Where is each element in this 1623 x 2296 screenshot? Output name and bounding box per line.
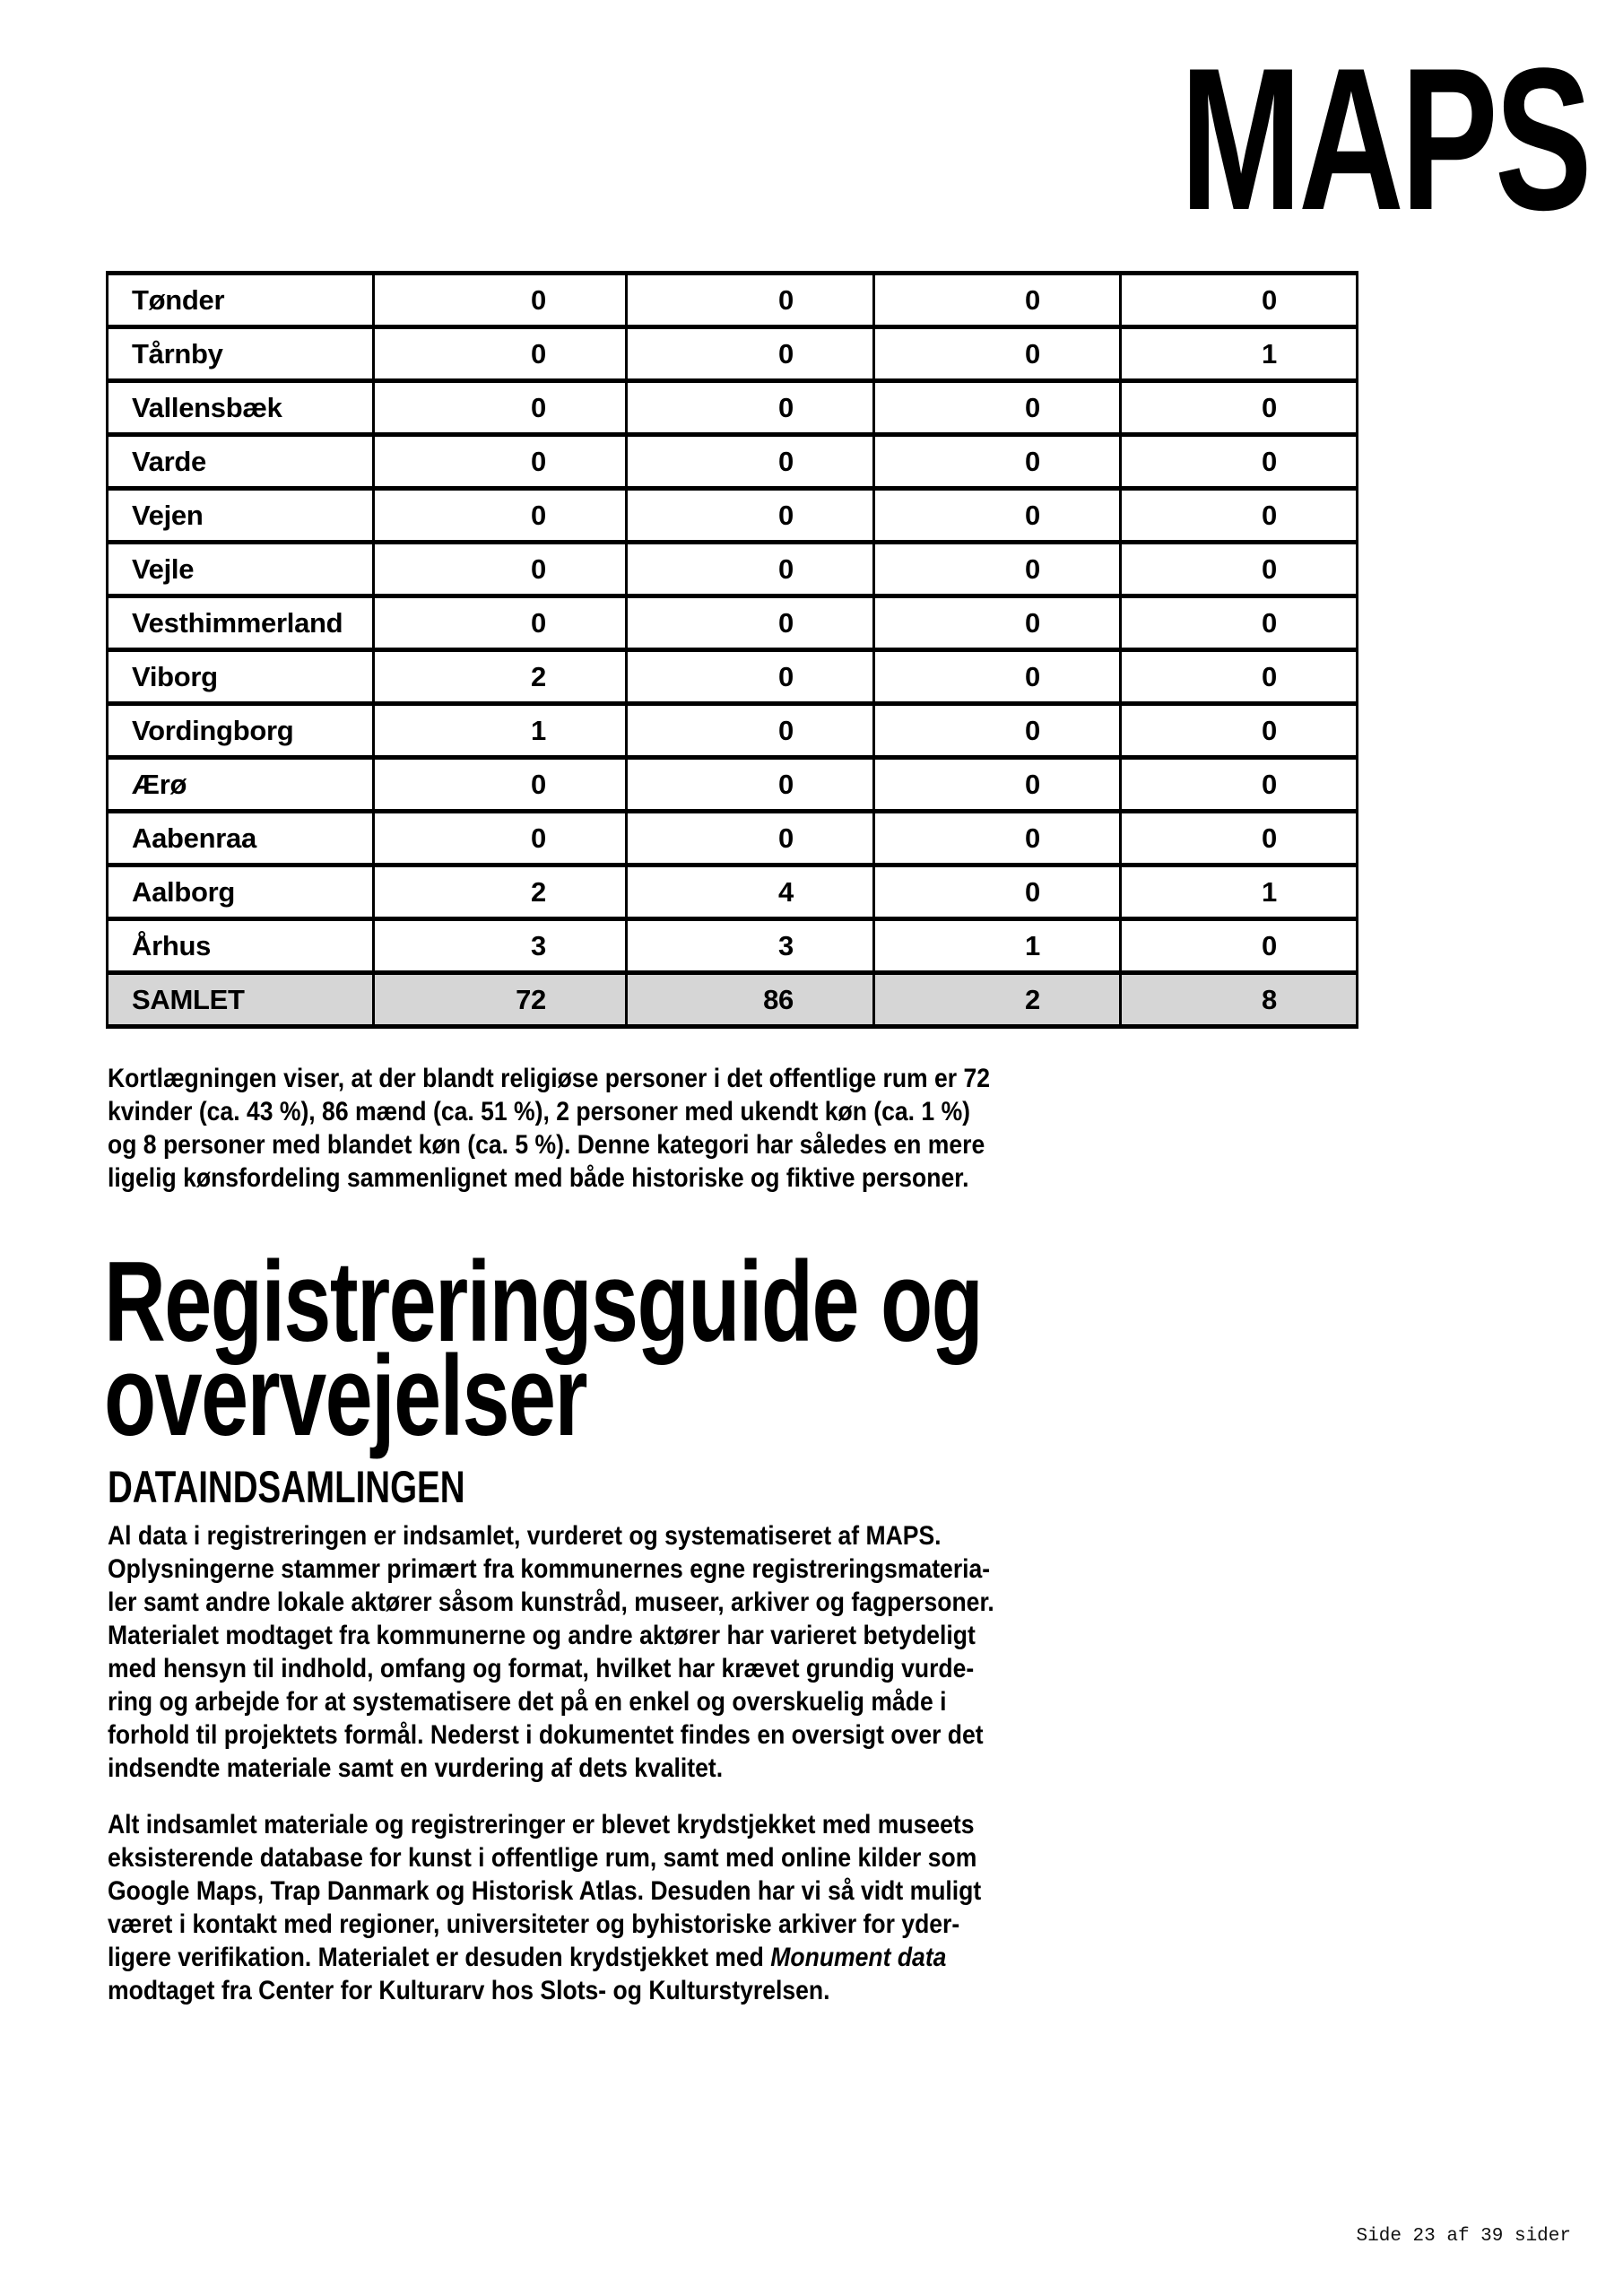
value-cell: 0 — [627, 812, 874, 865]
value-cell: 0 — [1121, 435, 1358, 489]
municipality-cell: Aabenraa — [108, 812, 374, 865]
section-heading — [104, 1238, 983, 1459]
value-cell: 0 — [374, 489, 627, 543]
table-row — [108, 865, 1358, 919]
municipality-cell: SAMLET — [108, 973, 374, 1027]
text-line: overvejelser — [104, 1332, 587, 1459]
value-cell: 1 — [874, 919, 1121, 973]
page-number: Side 23 af 39 sider — [1356, 2226, 1571, 2247]
text-line: Oplysningerne stammer primært fra kommunernes egne registreringsmateria- — [108, 1554, 991, 1584]
value-cell: 0 — [1121, 274, 1358, 327]
value-cell: 0 — [1121, 381, 1358, 435]
municipality-cell: Århus — [108, 919, 374, 973]
value-cell: 0 — [874, 381, 1121, 435]
value-cell: 0 — [374, 758, 627, 812]
table-row — [108, 704, 1358, 758]
text-line: Materialet modtaget fra kommunerne og andre aktører har varieret betydeligt — [108, 1621, 976, 1650]
value-cell: 0 — [874, 812, 1121, 865]
value-cell: 2 — [374, 865, 627, 919]
value-cell: 0 — [374, 596, 627, 650]
value-cell: 0 — [627, 274, 874, 327]
value-cell: 0 — [374, 327, 627, 381]
text-line: Alt indsamlet materiale og registreringer er blevet krydstjekket med museets — [108, 1810, 975, 1839]
value-cell: 0 — [1121, 650, 1358, 704]
value-cell: 8 — [1121, 973, 1358, 1027]
subsection-heading: DATAINDSAMLINGEN — [108, 1462, 465, 1512]
municipality-cell: Viborg — [108, 650, 374, 704]
value-cell: 1 — [374, 704, 627, 758]
municipality-cell: Vesthimmerland — [108, 596, 374, 650]
table-row — [108, 435, 1358, 489]
text-line — [108, 1941, 981, 1974]
datacollection-paragraph-1 — [108, 1519, 994, 1785]
value-cell: 0 — [374, 274, 627, 327]
text-line: indsendte materiale samt en vurdering af dets kvalitet. — [108, 1753, 724, 1783]
municipality-cell: Tønder — [108, 274, 374, 327]
value-cell: 0 — [374, 435, 627, 489]
value-cell: 0 — [874, 758, 1121, 812]
text-line: været i kontakt med regioner, universiteter og byhistoriske arkiver for yder- — [108, 1909, 960, 1939]
value-cell: 0 — [874, 327, 1121, 381]
text-line: ligelig kønsfordeling sammenlignet med både historiske og fiktive personer. — [108, 1163, 969, 1193]
table-row — [108, 596, 1358, 650]
value-cell: 0 — [1121, 596, 1358, 650]
table-row — [108, 543, 1358, 596]
value-cell: 0 — [627, 543, 874, 596]
municipality-cell: Varde — [108, 435, 374, 489]
text-line: med hensyn til indhold, omfang og format, hvilket har krævet grundig vurde- — [108, 1654, 975, 1683]
value-cell: 0 — [627, 327, 874, 381]
value-cell: 0 — [374, 381, 627, 435]
value-cell: 0 — [374, 812, 627, 865]
value-cell: 3 — [374, 919, 627, 973]
value-cell: 0 — [874, 543, 1121, 596]
value-cell: 0 — [374, 543, 627, 596]
value-cell: 2 — [874, 973, 1121, 1027]
maps-logo: MAPS — [1180, 25, 1589, 252]
value-cell: 0 — [1121, 489, 1358, 543]
municipality-cell: Vejle — [108, 543, 374, 596]
municipality-cell: Ærø — [108, 758, 374, 812]
value-cell: 1 — [1121, 327, 1358, 381]
municipality-cell: Vallensbæk — [108, 381, 374, 435]
value-cell: 4 — [627, 865, 874, 919]
value-cell: 0 — [874, 274, 1121, 327]
value-cell: 0 — [627, 596, 874, 650]
text-segment: ligere verifikation. Materialet er desuden krydstjekket med — [108, 1943, 771, 1972]
datacollection-paragraph-2 — [108, 1808, 981, 2007]
text-line: ring og arbejde for at systematisere det på en enkel og overskuelig måde i — [108, 1687, 947, 1717]
value-cell: 0 — [1121, 543, 1358, 596]
value-cell: 0 — [627, 435, 874, 489]
value-cell: 0 — [874, 435, 1121, 489]
table-row — [108, 489, 1358, 543]
value-cell: 0 — [627, 650, 874, 704]
table-row — [108, 650, 1358, 704]
text-line: Al data i registreringen er indsamlet, vurderet og systematiseret af MAPS. — [108, 1521, 942, 1551]
text-line: modtaget fra Center for Kulturarv hos Slots- og Kulturstyrelsen. — [108, 1976, 830, 2005]
monument-data-italic: Monument data — [770, 1943, 947, 1972]
value-cell: 0 — [627, 704, 874, 758]
text-line: og 8 personer med blandet køn (ca. 5 %). Denne kategori har således en mere — [108, 1130, 985, 1160]
value-cell: 72 — [374, 973, 627, 1027]
summary-paragraph — [108, 1062, 990, 1195]
table-row — [108, 381, 1358, 435]
value-cell: 0 — [874, 704, 1121, 758]
table-total-row — [108, 973, 1358, 1027]
value-cell: 0 — [874, 865, 1121, 919]
value-cell: 0 — [627, 381, 874, 435]
text-line: Google Maps, Trap Danmark og Historisk Atlas. Desuden har vi så vidt muligt — [108, 1876, 982, 1906]
value-cell: 0 — [874, 489, 1121, 543]
value-cell: 2 — [374, 650, 627, 704]
municipality-table — [106, 271, 1358, 1029]
value-cell: 0 — [874, 596, 1121, 650]
value-cell: 0 — [1121, 919, 1358, 973]
table-row — [108, 919, 1358, 973]
municipality-cell: Aalborg — [108, 865, 374, 919]
value-cell: 1 — [1121, 865, 1358, 919]
text-line: kvinder (ca. 43 %), 86 mænd (ca. 51 %), 2 personer med ukendt køn (ca. 1 %) — [108, 1097, 971, 1126]
value-cell: 3 — [627, 919, 874, 973]
value-cell: 0 — [1121, 758, 1358, 812]
text-line: eksisterende database for kunst i offentlige rum, samt med online kilder som — [108, 1843, 977, 1873]
paragraph-2-lines — [108, 1808, 981, 1941]
value-cell: 0 — [627, 758, 874, 812]
value-cell: 0 — [1121, 812, 1358, 865]
text-line: forhold til projektets formål. Nederst i dokumentet findes en oversigt over det — [108, 1720, 984, 1750]
municipality-cell: Tårnby — [108, 327, 374, 381]
table-row — [108, 274, 1358, 327]
text-line: Registreringsguide og — [104, 1238, 983, 1365]
value-cell: 86 — [627, 973, 874, 1027]
value-cell: 0 — [1121, 704, 1358, 758]
table-row — [108, 812, 1358, 865]
value-cell: 0 — [874, 650, 1121, 704]
text-line: Kortlægningen viser, at der blandt religiøse personer i det offentlige rum er 72 — [108, 1064, 991, 1093]
municipality-cell: Vejen — [108, 489, 374, 543]
municipality-table-body — [108, 274, 1358, 1027]
value-cell: 0 — [627, 489, 874, 543]
table-row — [108, 758, 1358, 812]
table-row — [108, 327, 1358, 381]
text-line: ler samt andre lokale aktører såsom kunstråd, museer, arkiver og fagpersoner. — [108, 1587, 994, 1617]
municipality-cell: Vordingborg — [108, 704, 374, 758]
